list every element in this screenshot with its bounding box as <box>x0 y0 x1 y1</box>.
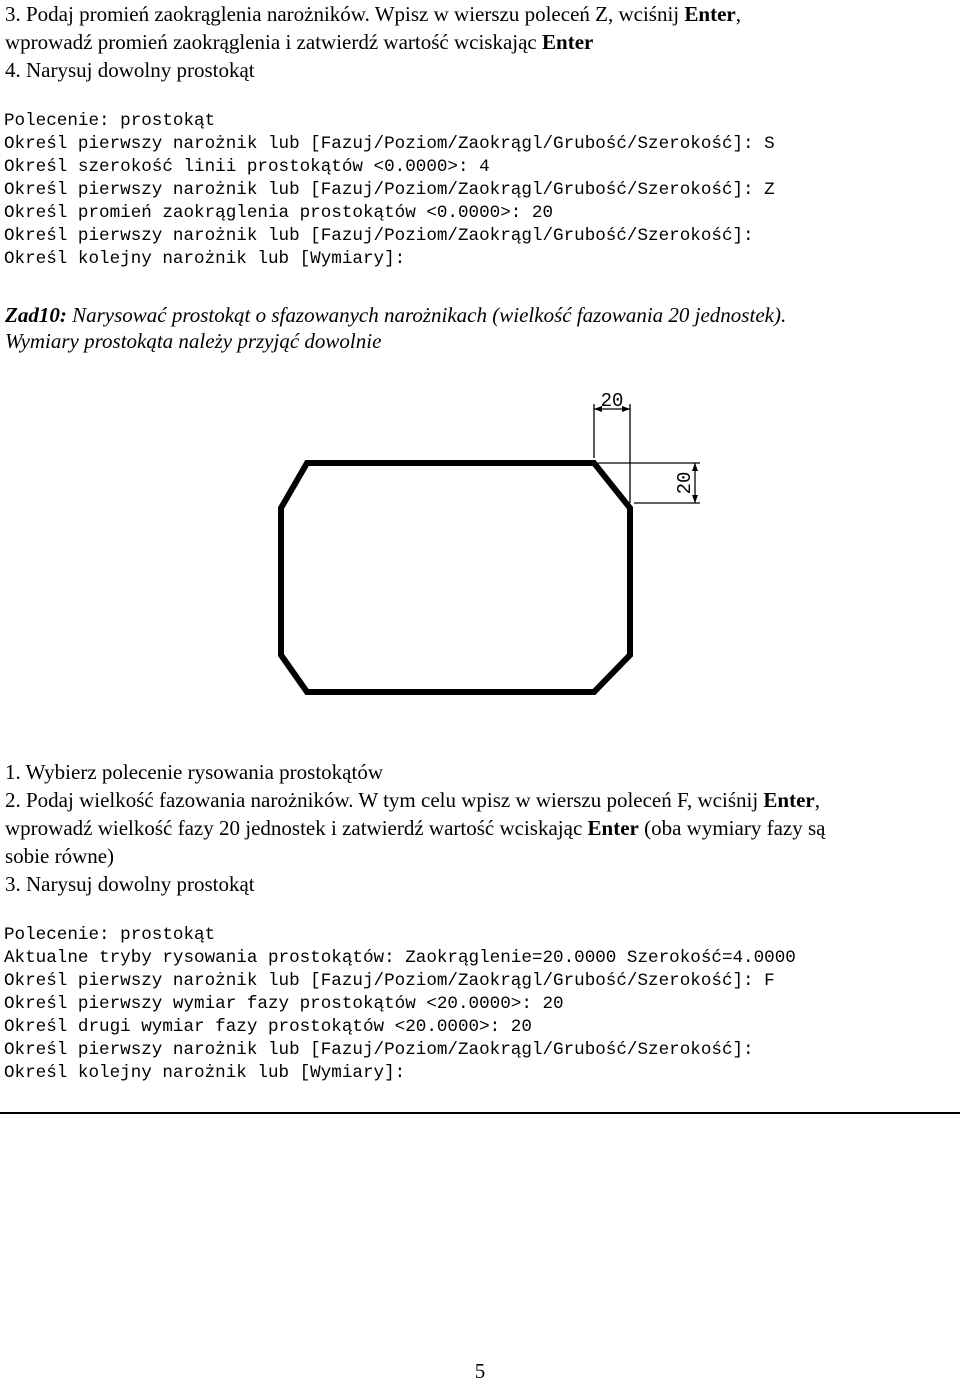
console-line: Określ pierwszy narożnik lub [Fazuj/Poziom/Zaokrągl/Grubość/Szerokość]: S <box>4 134 775 154</box>
chamfered-rectangle-drawing <box>0 380 960 710</box>
console-line: Określ pierwszy narożnik lub [Fazuj/Poziom/Zaokrągl/Grubość/Szerokość]: Z <box>4 180 775 200</box>
step-3-punct: , <box>735 2 741 26</box>
console-line: Określ pierwszy narożnik lub [Fazuj/Poziom/Zaokrągl/Grubość/Szerokość]: F <box>4 971 775 991</box>
step-2-line-2-text: wprowadź wielkość fazy 20 jednostek i zatwierdź wartość wciskając <box>5 816 588 840</box>
step-2-text: 2. Podaj wielkość fazowania narożników. W tym celu wpisz w wierszu poleceń F, wciśnij <box>5 788 764 812</box>
enter-key-label: Enter <box>684 2 736 26</box>
enter-key-label: Enter <box>542 30 594 54</box>
step-3-text: 3. Podaj promień zaokrąglenia narożników. Wpisz w wierszu poleceń Z, wciśnij <box>5 2 685 26</box>
dim-label-horizontal: 20 <box>600 390 624 412</box>
task-label: Zad10: <box>5 303 67 327</box>
task-line-2: Wymiary prostokąta należy przyjąć dowolnie <box>5 329 382 353</box>
dim-label-vertical: 20 <box>674 471 696 495</box>
step-2-line-2 <box>5 815 825 841</box>
step-2-line-1 <box>5 787 820 813</box>
chamfered-rectangle <box>281 463 630 692</box>
console-line: Określ kolejny narożnik lub [Wymiary]: <box>4 1063 406 1083</box>
console-line: Określ drugi wymiar fazy prostokątów <20.0000>: 20 <box>4 1017 532 1037</box>
console-line: Określ pierwszy narożnik lub [Fazuj/Poziom/Zaokrągl/Grubość/Szerokość]: <box>4 1040 754 1060</box>
step-1: 1. Wybierz polecenie rysowania prostokątów <box>5 760 383 784</box>
enter-key-label: Enter <box>763 788 815 812</box>
console-line: Określ promień zaokrąglenia prostokątów <0.0000>: 20 <box>4 203 554 223</box>
step-3-line-1 <box>5 1 741 27</box>
enter-key-label: Enter <box>587 816 639 840</box>
step-3-line-2 <box>5 29 593 55</box>
step-3: 3. Narysuj dowolny prostokąt <box>5 872 255 896</box>
dim-arrow <box>692 495 698 503</box>
step-2-line-2-suffix: (oba wymiary fazy są <box>638 816 826 840</box>
console-line: Określ szerokość linii prostokątów <0.0000>: 4 <box>4 157 490 177</box>
console-line: Określ kolejny narożnik lub [Wymiary]: <box>4 249 406 269</box>
step-2-line-3: sobie równe) <box>5 844 115 868</box>
step-4: 4. Narysuj dowolny prostokąt <box>5 58 255 82</box>
console-line: Określ pierwszy wymiar fazy prostokątów <20.0000>: 20 <box>4 994 564 1014</box>
dim-arrow <box>692 463 698 471</box>
step-2-punct: , <box>814 788 820 812</box>
console-line: Określ pierwszy narożnik lub [Fazuj/Poziom/Zaokrągl/Grubość/Szerokość]: <box>4 226 754 246</box>
task-text: Narysować prostokąt o sfazowanych narożnikach (wielkość fazowania 20 jednostek). <box>66 303 787 327</box>
console-line: Polecenie: prostokąt <box>4 111 216 131</box>
task-heading <box>5 302 786 328</box>
console-line: Polecenie: prostokąt <box>4 925 216 945</box>
page-number: 5 <box>474 1359 486 1383</box>
step-3-line-2-text: wprowadź promień zaokrąglenia i zatwierdź wartość wciskając <box>5 30 543 54</box>
section-divider <box>0 1112 960 1114</box>
console-line: Aktualne tryby rysowania prostokątów: Zaokrąglenie=20.0000 Szerokość=4.0000 <box>4 948 796 968</box>
